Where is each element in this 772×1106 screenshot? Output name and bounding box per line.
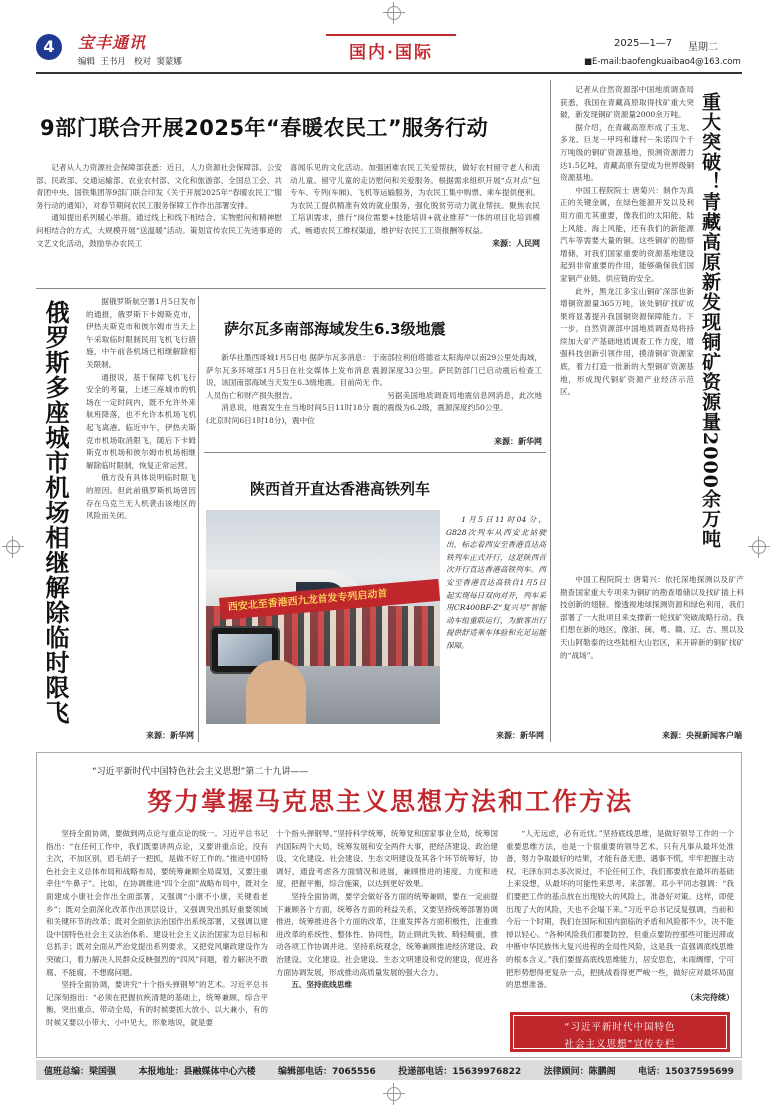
section-rule-top (326, 34, 456, 36)
article6-continued: （未完待续） (686, 992, 734, 1002)
footer-address: 本报地址：县融媒体中心六楼 (138, 1066, 256, 1077)
article1-rule (36, 288, 546, 289)
article6-p5: “人无远虑，必有近忧。”坚持底线思维，是做好领导工作的一个重要思维方法，也是一个很重要的领导艺术。只有凡事从最坏处准备，努力争取最好的结果，才能有备无患、遇事不慌，牢牢把握主动权。毛泽东同志多次说过，不论任何工作，我们都要放在最坏的基础上来设想，从最坏的可能性来思考、来部署。邓小平同志强调：“我们要把工作的基点放在出现较大的风险上，准备好对策。这样，即使出现了大的风险，天也不会塌下来。”习近平总书记反复强调，当前和今后一个时期，我们在国际和国内面临的矛盾和风险都不少，决不能掉以轻心。“各种风险我们都要防控，但重点要防控那些可能迟滞或中断中华民族伟大复兴进程的全局性风险，这是我一直强调底线思维的根本含义。”我们要提高底线思维能力，居安思危，未雨绸缪，宁可把形势想得更复杂一点，把挑战看得更严峻一些，做好应对最坏局面的思想准备。 (506, 829, 734, 990)
article6-p1: 坚持全面协调，要做到两点论与重点论的统一。习近平总书记指出：“在任何工作中，我们既要讲两点论，又要讲重点论，没有主次，不加区别，眉毛胡子一把抓，是做不好工作的。”推进中国特色社会主义总体布局和战略布局，要统筹兼顾全局谋划，又要注重牵住“牛鼻子”。比如，在协调推进“四个全面”战略布局中，既对全面建成小康社会作出全面部署，又强调“小康不小康，关键看老乡”；既对全面深化改革作出顶层设计，又强调突出抓好重要领域和关键环节的改革；既对全面依法治国作出系统部署，又强调以建设中国特色社会主义法治体系、建设社会主义法治国家为总目标和总抓手；既对全面从严治党提出系列要求，又把党风廉政建设作为突破口，着力解决人民群众反映强烈的“四风”问题，着力解决不敢腐、不能腐、不想腐问题。 (46, 829, 268, 977)
footer (36, 1060, 742, 1080)
crop-mark-right (748, 536, 770, 558)
promo-line1: “习近平新时代中国特色 (564, 1022, 676, 1033)
weekday: 星期二 (688, 42, 718, 53)
article1-title: 9部门联合开展2025年“春暖农民工”服务行动 (40, 116, 489, 140)
article2-p1: 据俄罗斯航空署1月5日发布的通报，俄罗斯下卡姆斯克市，伊热夫斯克市和彼尔姆市当天上午采取临时限制民用飞机飞行措施，中午前各机场已相继解除相关限制。 (86, 297, 196, 369)
date: 2025—1—7 (614, 38, 673, 49)
article6-p4: 坚持全面协调，要学会做好各方面的统筹兼顾，要在一定前提下兼顾各个方面，统筹各方面的利益关系，又要坚持统筹部署协调推进，统筹推进各个方面的改革，注重发挥各方面积极性，注重推进改革的系统性、整体性、协同性，防止顾此失彼、畸轻畸重，推动各项工作协调并进。坚持系统观念，统筹兼顾推进经济建设、政治建设、文化建设、社会建设、生态文明建设和党的建设，促进各方面协调发展，形成推动高质量发展的强大合力。 (276, 891, 498, 977)
article5-p4: 此外，黑龙江多宝山铜矿深部也新增铜资源量365万吨，该处铜矿找矿成果将显著提升我国铜资源保障能力。下一步，自然资源部中国地质调查局将持续加大矿产基础地质调查工作力度，增强科技创新引领作用，摸清铜矿资源家底，着力打造一批新的大型铜矿资源基地，形成现代铜矿资源产业经济示范区。 (560, 286, 694, 397)
crop-mark-top (383, 2, 405, 24)
section-title (326, 34, 456, 64)
article2-source: 来源：新华网 (146, 731, 194, 740)
promo-box (510, 1012, 730, 1052)
article1-p1: 记者从人力资源社会保障部获悉：近日，人力资源社会保障部、公安部、民政部、交通运输部、农业农村部、文化和旅游部、全国总工会、共青团中央、国铁集团等9部门联合印发《关于开展2025年“春暖农民工”服务行动的通知》，对春节期间农民工服务保障工作作出部署安排。 (36, 163, 282, 210)
article2-divider (198, 296, 199, 742)
article5-p1: 记者从自然资源部中国地质调查局获悉，我国在青藏高原取得找矿重大突破，新发现铜矿资源量2000余万吨。 (560, 85, 694, 120)
article6-col1 (46, 828, 268, 1030)
article5-body (560, 84, 694, 399)
article4-title: 陕西首开直达香港高铁列车 (250, 480, 431, 498)
footer-duty: 值班总编：梁国强 (44, 1066, 117, 1077)
article6-p3: 十个指头弹钢琴。”坚持科学统筹，统筹党和国家事业全局，统筹国内国际两个大局，统筹发展和安全两件大事，把经济建设、政治建设、文化建设、社会建设、生态文明建设及其各个环节统筹好，协调好，通盘考虑各方面情况和进展，兼顾推进的速度、力度和进度，把握平衡，综合施策，以达到更好效果。 (276, 829, 498, 889)
article5-p2: 据介绍，在青藏高原形成了玉龙、多龙、巨龙－甲玛和雄村－朱诺四个千万吨级的铜矿资源基地，预测资源潜力达1.5亿吨，青藏高原有望成为世界级铜资源基地。 (560, 122, 694, 183)
article4-body (446, 514, 546, 653)
article6-col3 (506, 828, 734, 1004)
page-number: 4 (43, 37, 55, 56)
email: ■E-mail:baofengkuaibao4@163.com (584, 57, 741, 67)
page-header (36, 30, 742, 74)
right-column-divider (550, 80, 551, 742)
header-rule (36, 72, 742, 74)
article3-title: 萨尔瓦多南部海域发生6.3级地震 (224, 320, 446, 338)
banner-text: 西安北至香港西九龙首发专列启动首 (227, 588, 388, 614)
section-label: 国内·国际 (349, 43, 433, 63)
article4-source: 来源：新华网 (496, 731, 544, 740)
article3-source: 来源：新华网 (494, 437, 542, 446)
article1-source: 来源：人民网 (492, 238, 540, 248)
article5-p5: 中国工程院院士 唐菊兴：依托深地探测以及矿产勘查国家重大专项来为铜矿的勘查增储以及找矿插上科技创新的翅膀。像透视地球探测资源和绿色利用，我们部署了一大批项目来支撑新一轮找矿突破战略行动。我们想在新的地区，像浙、闽、粤、赣、辽、吉、黑以及天山阿勒泰的这些陆相大山岩区，来开辟新的铜矿找矿的“战场”。 (560, 575, 744, 660)
article3-rule (204, 452, 546, 453)
article3-p1: 新华社墨西哥城1月5日电 据萨尔瓦多消息：萨尔瓦多环境部1月5日在社交媒体上发布消息说，该国南部海域当天发生6.3级地震。目前尚无人员伤亡和财产损失报告。 (206, 353, 370, 400)
article3-p3: 于南部拉利伯塔德省太阳海岸以南29公里处海域，震源深度33公里。萨民防部门已启动震后检查工作。 (372, 353, 542, 388)
promo-line2: 社会主义思想”宣传专栏 (564, 1039, 676, 1050)
article5-title: 重大突破！青藏高原新发现铜矿资源量2000余万吨 (699, 92, 721, 549)
article5-source: 来源：央视新闻客户端 (662, 731, 742, 740)
article6-subhead: 五、坚持底线思维 (291, 980, 352, 990)
footer-edit-phone: 编辑部电话：7065556 (277, 1066, 376, 1077)
page-number-badge (36, 34, 62, 60)
article1-col2 (290, 162, 540, 250)
paper-name: 宝丰通讯 (78, 33, 147, 52)
article3-p2: 消息说，地震发生在当地时间5日11时18分(北京时间6日1时18分)，震中位 (206, 403, 370, 425)
article2-title: 俄罗斯多座城市机场相继解除临时限飞 (41, 300, 70, 725)
train-photo (206, 510, 440, 724)
article3-col2 (372, 352, 542, 415)
article2-p3: 俄方没有具体说明临时限飞的原因。但此前俄罗斯机场曾因存在乌克兰无人机袭击该地区的风险而关闭。 (86, 473, 196, 521)
article6-p2: 坚持全面协调，要讲究“十个指头弹钢琴”的艺术。习近平总书记深刻指出：“必须在把握抗疾清楚的基础上，统筹兼顾、综合平衡，突出重点、带动全局，有的时候要抓大放小、以大兼小，有的时候又要以小带大、小中见大，形象地说，就是要 (46, 980, 268, 1027)
article3-p4: 另据美国地质调查局地震信息网消息，此次地震的震级为6.2级，震源深度约50公里。 (372, 390, 542, 413)
article2-body (86, 296, 196, 523)
article3-col1 (206, 352, 370, 428)
article5-body-wide (560, 574, 744, 662)
article5-p3: 中国工程院院士 唐菊兴：制作为真正的关键金属，在绿色能源开发以及利用方面尤其重要，像我们的太阳能、陆上风能、海上风能，还有我们的新能源汽车等需要大量的铜。这些铜矿的勘察增储，对我们国家重要的资源基地建设起到非常重要的作用，能够确保我们国家铜产业链、供应链的安全。 (560, 185, 694, 283)
article1-p2: 通知提出系列暖心举措。通过线上和线下相结合、实物慰问和精神慰问相结合的方式，大规模开展“送温暖”活动。策划宣传农民工先进事迹的文艺文化活动，鼓励举办农民工 (36, 213, 282, 248)
article6-title: 努力掌握马克思主义思想方法和工作方法 (146, 787, 633, 816)
crop-mark-bottom (383, 1083, 405, 1105)
editor-line: 编辑 王书月 校对 窦蒙娜 (78, 57, 182, 67)
article2-p2: 通报说，基于保障飞机飞行安全的考量，上述三座城市的机场在一定时间内，既不允许外来航班降落，也不允许本机场飞机起飞离港。临近中午，伊热夫斯克市机场取消限飞，随后下卡姆斯克市机场和彼尔姆市机场相继解除临时限制，恢复正常运营。 (86, 372, 196, 470)
hand (246, 660, 306, 724)
footer-phone: 电话：15037595699 (638, 1066, 734, 1077)
article6-series: “习近平新时代中国特色社会主义思想”第二十九讲—— (92, 767, 309, 777)
article4-text: 1月5日11时04分，G828次列车从西安北站驶出，标志着西安至香港直达高铁列车正式开行，这是陕西首次开行直达香港高铁列车。西安至香港直达高铁自1月5日起实现每日双向对开，列车采用CR400BF-Z“复兴号”智能动车组重联运行，为旅客出行提供舒适乘车体验和充足运能保障。 (446, 515, 546, 650)
article6-col2 (276, 828, 498, 992)
footer-law: 法律顾问：陈鹏阁 (543, 1066, 616, 1077)
crop-mark-left (2, 536, 24, 558)
footer-submit-phone: 投递部电话：15639976822 (398, 1066, 522, 1077)
article1-col1 (36, 162, 282, 250)
article1-p3: 喜闻乐见的文化活动。加强困难农民工关爱帮扶，做好农村留守老人和流动儿童、留守儿童的走访慰问和关爱服务。根据需求组织开展“点对点”包专车、专列(车厢)、飞机等运输服务，为农民工集中购票、乘车提供便利。为农民工提供精准有效的就业服务，强化脱贫劳动力就业帮扶。聚焦农民工培训需求，推行“岗位需要+技能培训+就业推荐”一体的项目化培训模式。畅通农民工维权渠道，维护好农民工工资报酬等权益。 (290, 163, 540, 235)
